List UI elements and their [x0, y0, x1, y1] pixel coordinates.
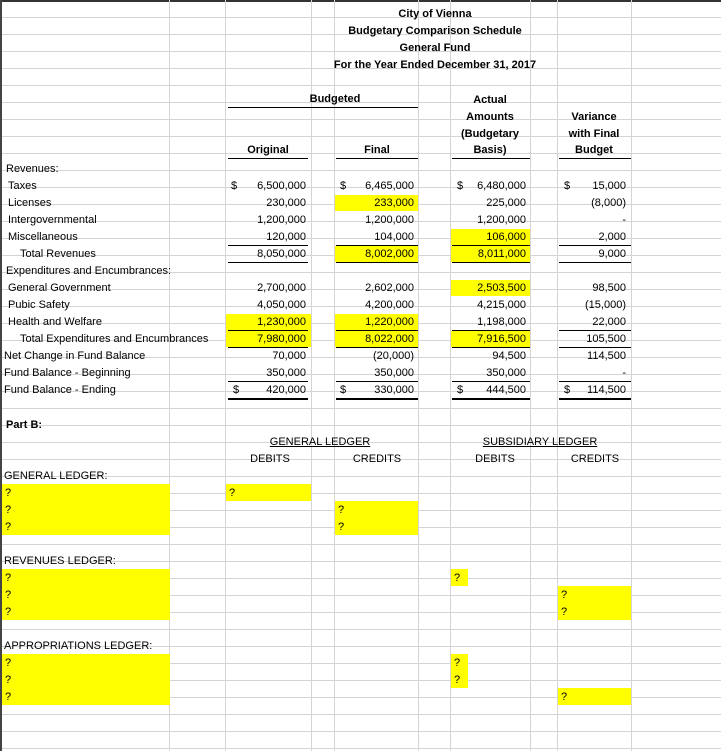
subtotal-line [228, 381, 308, 382]
app-account-placeholder[interactable]: ? [5, 674, 12, 686]
cell-final: 350,000 [374, 367, 414, 379]
cell-variance: 9,000 [598, 248, 626, 260]
section-revenues: Revenues: [6, 163, 59, 175]
cell-variance: 114,500 [587, 384, 626, 396]
header-actual-3: (Budgetary [460, 128, 520, 140]
subtotal-line [452, 245, 530, 246]
header-budgeted: Budgeted [309, 93, 361, 105]
title-fund: General Fund [399, 42, 471, 54]
top-border [0, 0, 721, 2]
currency-sign: $ [457, 384, 464, 396]
app-credit-input [558, 688, 631, 705]
subtotal-line [452, 381, 530, 382]
subtotal-line [559, 381, 631, 382]
cell-original: 1,200,000 [257, 214, 306, 226]
budgeted-underline [228, 107, 418, 108]
app-debit-placeholder[interactable]: ? [454, 657, 461, 669]
cell-original: 420,000 [266, 384, 306, 396]
header-actual-4: Basis) [473, 144, 507, 156]
sl-credits-header: CREDITS [570, 453, 620, 465]
total-line [559, 347, 631, 348]
header-final: Final [364, 144, 390, 156]
subsidiary-ledger-header: SUBSIDIARY LEDGER [482, 436, 598, 448]
col-line [418, 0, 419, 751]
subtotal-line [336, 330, 418, 331]
rev-account-placeholder[interactable]: ? [5, 572, 12, 584]
header-variance-3: Budget [575, 144, 613, 156]
cell-variance: 22,000 [592, 316, 626, 328]
subtotal-line [228, 245, 308, 246]
subtotal-line [228, 330, 308, 331]
general-ledger-header: GENERAL LEDGER [269, 436, 371, 448]
gl-credits-header: CREDITS [352, 453, 402, 465]
cell-variance: 15,000 [592, 180, 626, 192]
header-actual-1: Actual [473, 94, 507, 106]
rev-section-label: REVENUES LEDGER: [4, 555, 116, 567]
gl-account-placeholder[interactable]: ? [5, 504, 12, 516]
cell-original: 350,000 [266, 367, 306, 379]
actual-underline [452, 158, 530, 159]
col-line [169, 0, 170, 751]
gl-credit-placeholder[interactable]: ? [338, 521, 345, 533]
cell-actual: 444,500 [486, 384, 526, 396]
cell-actual: 2,503,500 [477, 282, 526, 294]
subtotal-line [559, 245, 631, 246]
cell-actual: 1,198,000 [477, 316, 526, 328]
total-line [452, 262, 530, 263]
cell-final: 330,000 [374, 384, 414, 396]
title-schedule: Budgetary Comparison Schedule [348, 25, 522, 37]
cell-final: 8,002,000 [365, 248, 414, 260]
row-label: Fund Balance - Beginning [4, 367, 131, 379]
rev-account-input-area [2, 569, 170, 620]
gl-debit-placeholder[interactable]: ? [229, 487, 236, 499]
app-credit-placeholder[interactable]: ? [561, 691, 568, 703]
gl-account-placeholder[interactable]: ? [5, 487, 12, 499]
cell-actual: 6,480,000 [477, 180, 526, 192]
total-line [452, 347, 530, 348]
cell-final: 104,000 [374, 231, 414, 243]
cell-actual: 7,916,500 [477, 333, 526, 345]
row-label: Taxes [8, 180, 37, 192]
rev-debit-placeholder[interactable]: ? [454, 572, 461, 584]
currency-sign: $ [340, 384, 347, 396]
cell-variance: 2,000 [598, 231, 626, 243]
double-total-line [452, 398, 530, 400]
row-label: Licenses [8, 197, 52, 209]
cell-final: 8,022,000 [365, 333, 414, 345]
currency-sign: $ [233, 384, 240, 396]
total-line [336, 262, 418, 263]
variance-underline [559, 158, 631, 159]
row-label: Total Revenues [20, 248, 96, 260]
row-label: Net Change in Fund Balance [4, 350, 146, 362]
cell-actual: 1,200,000 [477, 214, 526, 226]
col-line [311, 0, 312, 751]
gl-debits-header: DEBITS [250, 453, 290, 465]
final-underline [336, 158, 418, 159]
cell-original: 8,050,000 [257, 248, 306, 260]
col-line [334, 0, 335, 751]
app-debit-placeholder[interactable]: ? [454, 674, 461, 686]
title-city: City of Vienna [398, 8, 472, 20]
title-period: For the Year Ended December 31, 2017 [333, 59, 537, 71]
cell-actual: 4,215,000 [477, 299, 526, 311]
total-line [228, 262, 308, 263]
app-account-placeholder[interactable]: ? [5, 691, 12, 703]
app-account-input-area [2, 654, 170, 705]
cell-final: 4,200,000 [365, 299, 414, 311]
currency-sign: $ [564, 180, 571, 192]
currency-sign: $ [457, 180, 464, 192]
total-line [228, 347, 308, 348]
cell-final: 2,602,000 [365, 282, 414, 294]
cell-variance: (15,000) [585, 299, 626, 311]
col-line [530, 0, 531, 751]
app-section-label: APPROPRIATIONS LEDGER: [4, 640, 153, 652]
header-original: Original [247, 144, 289, 156]
left-border [0, 0, 2, 751]
gl-debit-input [226, 484, 311, 501]
currency-sign: $ [340, 180, 347, 192]
cell-final: 6,465,000 [365, 180, 414, 192]
double-total-line [228, 398, 308, 400]
gl-account-input-area [2, 484, 170, 535]
col-line [225, 0, 226, 751]
cell-actual: 350,000 [486, 367, 526, 379]
subtotal-line [336, 245, 418, 246]
header-variance-2: with Final [568, 128, 620, 140]
original-underline [228, 158, 308, 159]
row-label: Miscellaneous [8, 231, 78, 243]
cell-final: 233,000 [374, 197, 414, 209]
cell-final: (20,000) [373, 350, 414, 362]
cell-variance: (8,000) [591, 197, 626, 209]
cell-actual: 225,000 [486, 197, 526, 209]
rev-credit-input [558, 586, 631, 620]
gl-account-placeholder[interactable]: ? [5, 521, 12, 533]
row-label: Fund Balance - Ending [4, 384, 116, 396]
cell-final: 1,220,000 [365, 316, 414, 328]
double-total-line [559, 398, 631, 400]
subtotal-line [559, 330, 631, 331]
cell-original: 1,230,000 [257, 316, 306, 328]
sl-debits-header: DEBITS [475, 453, 515, 465]
rev-credit-placeholder[interactable]: ? [561, 606, 568, 618]
cell-variance: 114,500 [587, 350, 626, 362]
subtotal-line [452, 330, 530, 331]
cell-original: 230,000 [266, 197, 306, 209]
rev-account-placeholder[interactable]: ? [5, 589, 12, 601]
rev-account-placeholder[interactable]: ? [5, 606, 12, 618]
row-label: Health and Welfare [8, 316, 102, 328]
double-total-line [336, 398, 418, 400]
cell-variance: 105,500 [586, 333, 626, 345]
cell-original: 2,700,000 [257, 282, 306, 294]
row-label: Pubic Safety [8, 299, 70, 311]
section-expenditures: Expenditures and Encumbrances: [6, 265, 172, 277]
col-line [631, 0, 632, 751]
cell-variance: - [622, 367, 626, 379]
cell-final: 1,200,000 [365, 214, 414, 226]
gl-credit-input [335, 501, 418, 535]
row-label: Intergovernmental [8, 214, 97, 226]
subtotal-line [336, 381, 418, 382]
currency-sign: $ [564, 384, 571, 396]
gl-credit-placeholder[interactable]: ? [338, 504, 345, 516]
part-b-label: Part B: [6, 419, 43, 431]
total-line [559, 262, 631, 263]
cell-original: 7,980,000 [257, 333, 306, 345]
cell-original: 70,000 [272, 350, 306, 362]
cell-actual: 94,500 [492, 350, 526, 362]
cell-actual: 8,011,000 [477, 248, 526, 260]
currency-sign: $ [231, 180, 238, 192]
cell-original: 4,050,000 [257, 299, 306, 311]
gl-section-label: GENERAL LEDGER: [4, 470, 108, 482]
cell-original: 6,500,000 [257, 180, 306, 192]
cell-variance: 98,500 [592, 282, 626, 294]
total-line [336, 347, 418, 348]
rev-credit-placeholder[interactable]: ? [561, 589, 568, 601]
cell-actual: 106,000 [486, 231, 526, 243]
header-actual-2: Amounts [466, 111, 514, 123]
header-variance-1: Variance [571, 111, 617, 123]
row-label: General Government [8, 282, 111, 294]
row-label: Total Expenditures and Encumbrances [20, 333, 209, 345]
cell-variance: - [622, 214, 626, 226]
cell-original: 120,000 [266, 231, 306, 243]
app-account-placeholder[interactable]: ? [5, 657, 12, 669]
